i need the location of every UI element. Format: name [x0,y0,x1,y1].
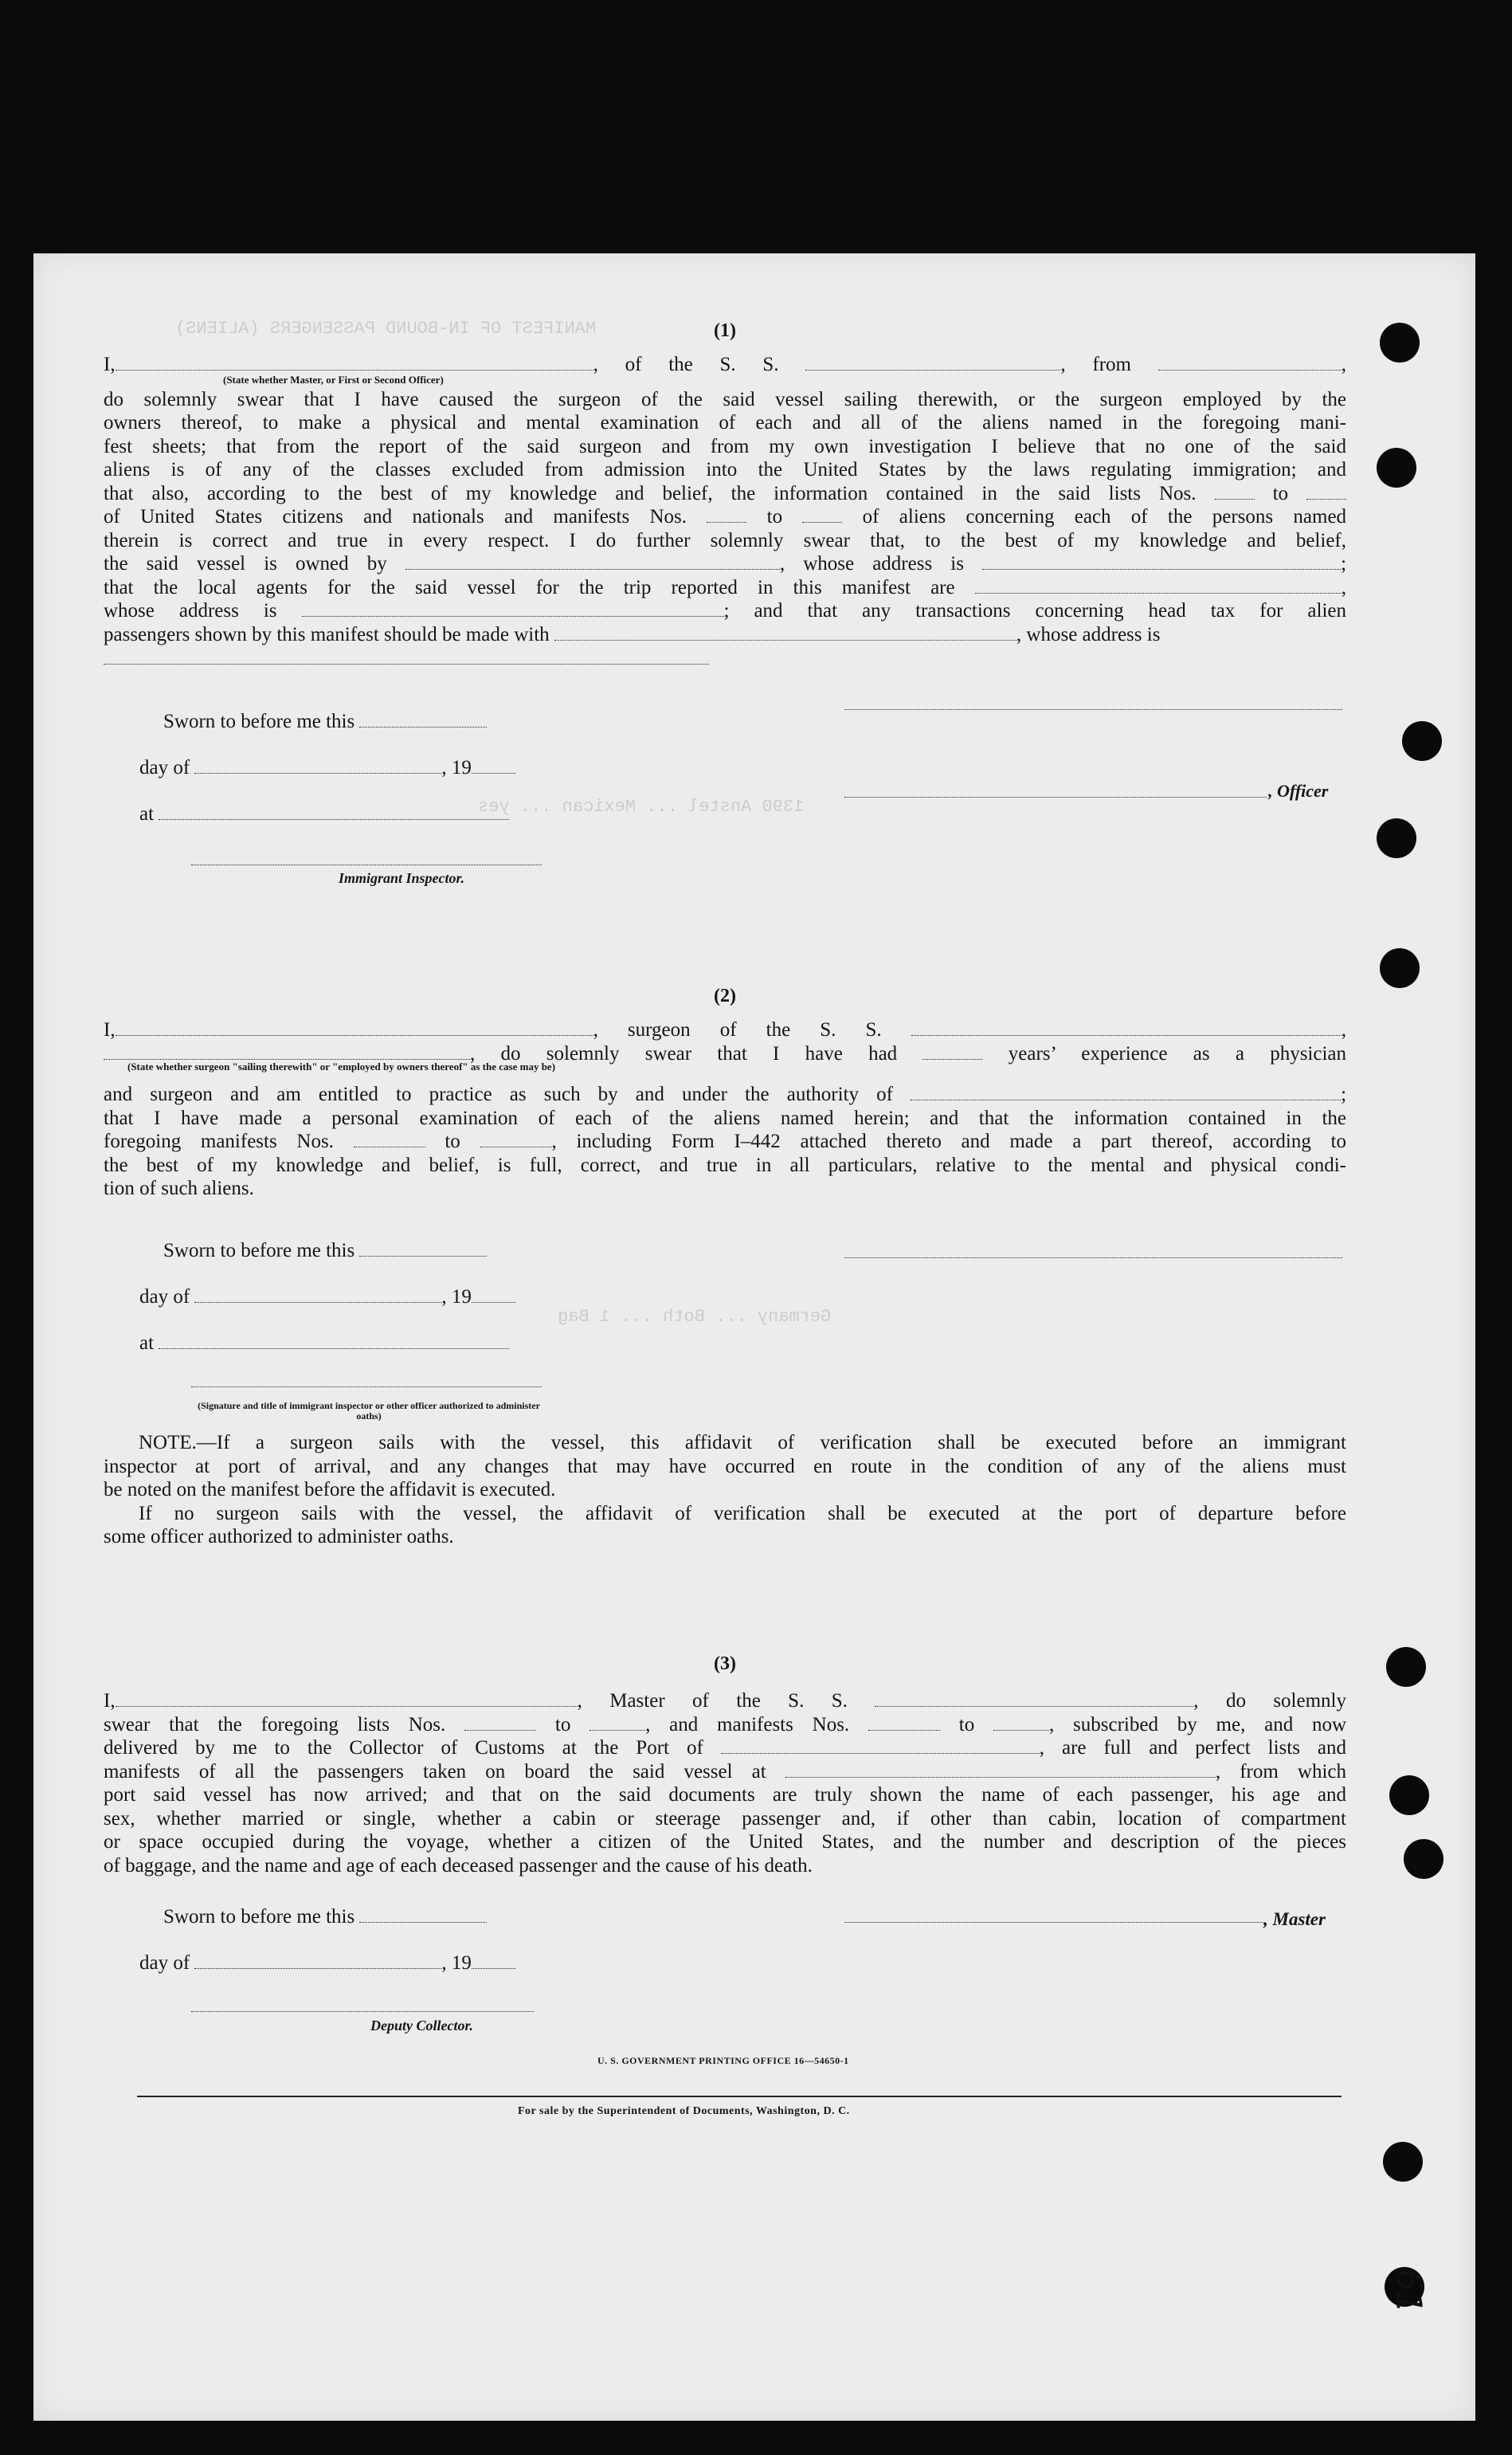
deputy-collector-label: Deputy Collector. [370,2018,473,2033]
oath-line [104,1689,1346,1713]
oath-line [104,505,1346,529]
oath-line: aliens is of any of the classes excluded from admission into the United States by the laws regulating immigration; and [104,459,1346,480]
note-line: If no surgeon sails with the vessel, the affidavit of verification shall be executed at the port of departure before [139,1502,1346,1524]
oath-text: the said vessel is owned by [104,553,387,575]
oath-text: passengers shown by this manifest should be made with [104,623,550,645]
agents-address-blank[interactable] [302,602,724,617]
affidavit-surgeon-section [104,986,1346,1201]
address-blank[interactable] [104,649,709,665]
master-name-blank[interactable] [116,1692,578,1707]
agents-blank[interactable] [975,578,1342,594]
years-blank[interactable] [922,1045,982,1060]
oath-line: fest sheets; that from the report of the said surgeon and from my own investigation I believe that no one of the said [104,435,1346,457]
sworn-text: Sworn to before me this [163,1906,355,1928]
section-number: (3) [714,1653,736,1674]
year-text: , 19 [441,1286,472,1308]
sworn-text: Sworn to before me this [163,711,355,732]
punch-hole [1377,448,1416,488]
oath-text: of aliens concerning each of the persons named [862,506,1347,527]
oath-text: to [554,1713,571,1735]
day-text: day of [139,1286,190,1308]
oath-line [104,1736,1346,1760]
oath-text: whose address is [104,600,277,622]
day-of-label [139,757,515,779]
oath-text: , do solemnly swear that I have had [470,1042,898,1065]
footer-rule [137,2096,1342,2097]
at-label [139,1332,509,1355]
oath-line: port said vessel has now arrived; and that on the said documents are truly shown the name of each passenger, his age and [104,1784,1346,1806]
oath-text: swear that the foregoing lists Nos. [104,1713,446,1735]
page-number-handwritten: 61 [1388,2269,1429,2314]
oath-line: the best of my knowledge and belief, is full, correct, and true in all particulars, relative to the mental and physical condi- [104,1154,1346,1176]
vessel-blank[interactable] [805,355,1060,371]
bleed-through-text: MANIFEST OF IN-BOUND PASSENGERS (ALIENS) [175,319,597,339]
field-note: (State whether Master, or First or Second Officer) [223,373,444,386]
officer-label: , Officer [1268,781,1329,801]
oath-line [104,599,1346,623]
note-block [104,1431,1346,1549]
oath-line [104,623,1346,647]
oath-line [104,1713,1346,1737]
oath-text: to [445,1131,460,1152]
affidavit-master-section [104,320,1346,669]
year-blank[interactable] [472,1954,515,1969]
oath-line: owners thereof, to make a physical and mental examination of each and all of the aliens named in the foregoing mani- [104,412,1346,433]
note-line: be noted on the manifest before the affidavit is executed. [104,1479,556,1500]
surgeon-status-blank[interactable] [104,1045,470,1060]
list-to-blank[interactable] [590,1716,645,1731]
oath-text: , surgeon of the S. S. [593,1019,882,1041]
oath-text: , subscribed by me, and now [1049,1713,1347,1735]
punch-hole [1377,818,1416,858]
sworn-text: Sworn to before me this [163,1240,355,1261]
oath-line: tion of such aliens. [104,1178,254,1199]
note-line [104,1431,1346,1455]
oath-line [104,1083,1346,1107]
day-of-label [139,1952,515,1975]
oath-text: I, [104,354,116,375]
printer-imprint: U. S. GOVERNMENT PRINTING OFFICE 16—54650-1 [597,2055,849,2066]
at-text: at [139,1332,155,1354]
section-number: (1) [714,320,736,341]
master-signature-line[interactable] [844,1922,1263,1923]
oath-text: of United States citizens and nationals and manifests Nos. [104,506,687,527]
year-text: , 19 [441,757,472,778]
oath-text: , of the S. S. [593,354,779,375]
oath-line [104,576,1346,600]
at-blank[interactable] [159,1334,509,1349]
note-text: —If a surgeon sails with the vessel, this affidavit of verification shall be executed before an immigrant [196,1432,1346,1453]
oath-text: to [958,1713,975,1735]
sworn-day-blank[interactable] [359,1241,487,1257]
oath-text: ; and that any transactions concerning head tax for alien [723,600,1346,622]
oath-line [104,1018,1346,1042]
oath-text: I, [104,1019,116,1041]
field-note: (State whether surgeon "sailing therewith" or "employed by owners thereof" as the case may be) [127,1061,556,1073]
punch-hole [1402,721,1442,761]
day-of-label [139,1286,515,1308]
oath-text: , from [1060,354,1131,375]
oath-text: , do solemnly [1193,1690,1346,1712]
oath-text: to [766,506,783,527]
surgeon-signature-line[interactable] [844,1257,1342,1258]
oath-line: therein is correct and true in every respect. I do further solemnly swear that, to the best of my knowledge and belief, [104,529,1346,551]
owner-blank[interactable] [405,555,780,570]
oath-text: , and manifests Nos. [645,1713,850,1735]
manifest-from-blank[interactable] [868,1716,940,1731]
oath-text: , are full and perfect lists and [1039,1737,1347,1759]
oath-text: to [1272,482,1289,504]
punch-hole [1380,323,1420,363]
punch-hole [1383,2142,1423,2182]
oath-text: foregoing manifests Nos. [104,1131,334,1152]
bleed-through-text: 1390 Anstel ... Mexican ... yes [478,797,805,817]
section-number: (2) [714,986,736,1006]
port-blank[interactable] [721,1739,1040,1754]
oath-text: ; [1341,553,1347,575]
head-tax-blank[interactable] [554,626,1016,641]
oath-text: that the local agents for the said vessel for the trip reported in this manifest are [104,576,955,598]
punch-hole [1404,1839,1443,1879]
punch-hole [1389,1775,1429,1815]
affidavit-collector-section [104,1653,1346,1877]
year-blank[interactable] [472,759,515,774]
day-text: day of [139,757,190,778]
oath-text: , [1341,1019,1347,1041]
note-line: some officer authorized to administer oaths. [104,1526,454,1547]
note-label: NOTE. [139,1432,197,1453]
oath-text: years’ experience as a physician [1008,1042,1347,1065]
oath-line: sex, whether married or single, whether a cabin or steerage passenger and, if other than cabin, location of compartment [104,1807,1346,1829]
list-from-blank[interactable] [464,1716,536,1731]
witness-signature-line[interactable] [191,1386,542,1387]
punch-hole [1380,948,1420,988]
manifest-to-blank[interactable] [802,508,842,523]
oath-line [104,1130,1346,1154]
note-line: inspector at port of arrival, and any changes that may have occurred en route in the condition of any of the aliens must [104,1455,1346,1477]
manifest-to-blank[interactable] [993,1716,1049,1731]
at-blank[interactable] [159,805,509,820]
at-text: at [139,803,155,825]
oath-text: I, [104,1690,116,1712]
year-text: , 19 [441,1952,472,1974]
officer-signature-line-1[interactable] [844,709,1342,710]
sworn-label [163,1240,487,1262]
year-blank[interactable] [472,1288,515,1303]
sworn-day-blank[interactable] [359,1908,487,1923]
name-blank[interactable] [116,355,593,371]
officer-signature-line-2[interactable] [844,797,1267,798]
oath-text: , from which [1215,1760,1347,1782]
sworn-day-blank[interactable] [359,712,487,727]
oath-text: , [1341,354,1347,375]
oath-line: that I have made a personal examination of each of the aliens named herein; and that the information contained in the [104,1107,1346,1129]
owner-address-blank[interactable] [982,555,1341,570]
sworn-label [163,711,487,733]
at-label [139,803,509,826]
sworn-label [163,1906,487,1928]
oath-text: , including Form I–442 attached thereto and made a part thereof, according to [551,1131,1346,1152]
authority-blank[interactable] [911,1085,1341,1100]
oath-text: ; [1341,1084,1347,1105]
collector-signature-line[interactable] [191,2011,534,2012]
month-blank[interactable] [194,1954,441,1969]
oath-line [104,552,1346,576]
list-to-blank[interactable] [1306,484,1346,500]
punch-hole [1386,1647,1426,1687]
master-label: , Master [1263,1909,1326,1929]
day-text: day of [139,1952,190,1974]
vessel-blank[interactable] [875,1692,1193,1707]
oath-text: that also, according to the best of my knowledge and belief, the information contained in the said lists Nos. [104,482,1197,504]
from-blank[interactable] [1158,355,1342,371]
list-from-blank[interactable] [1215,484,1255,500]
oath-line: do solemnly swear that I have caused the surgeon of the said vessel sailing therewith, or the surgeon employed by the [104,388,1346,410]
oath-text: , [1341,576,1347,598]
oath-text: , whose address is [1016,623,1161,645]
oath-text: , whose address is [779,553,964,575]
sale-notice: For sale by the Superintendent of Documents, Washington, D. C. [518,2105,850,2117]
oath-line [104,1760,1346,1784]
oath-text: manifests of all the passengers taken on board the said vessel at [104,1760,766,1782]
oath-text: and surgeon and am entitled to practice as such by and under the authority of [104,1084,893,1105]
departure-port-blank[interactable] [785,1763,1216,1778]
manifest-from-blank[interactable] [354,1132,425,1147]
manifest-to-blank[interactable] [480,1132,552,1147]
month-blank[interactable] [194,1288,441,1303]
inspector-label: Immigrant Inspector. [339,870,465,886]
month-blank[interactable] [194,759,441,774]
oath-line: or space occupied during the voyage, whether a citizen of the United States, and the number and description of the pieces [104,1831,1346,1853]
witness-signature-note: (Signature and title of immigrant inspector or other officer authorized to administer oaths) [198,1400,540,1422]
oath-text: delivered by me to the Collector of Customs at the Port of [104,1737,703,1759]
bleed-through-text: Germany ... Both ... 1 Bag [558,1307,832,1327]
manifest-from-blank[interactable] [707,508,746,523]
oath-line: of baggage, and the name and age of each deceased passenger and the cause of his death. [104,1854,813,1877]
surgeon-vessel-blank[interactable] [911,1021,1342,1036]
oath-text: , Master of the S. S. [577,1690,848,1712]
oath-line [104,482,1346,506]
surgeon-name-blank[interactable] [116,1021,593,1036]
